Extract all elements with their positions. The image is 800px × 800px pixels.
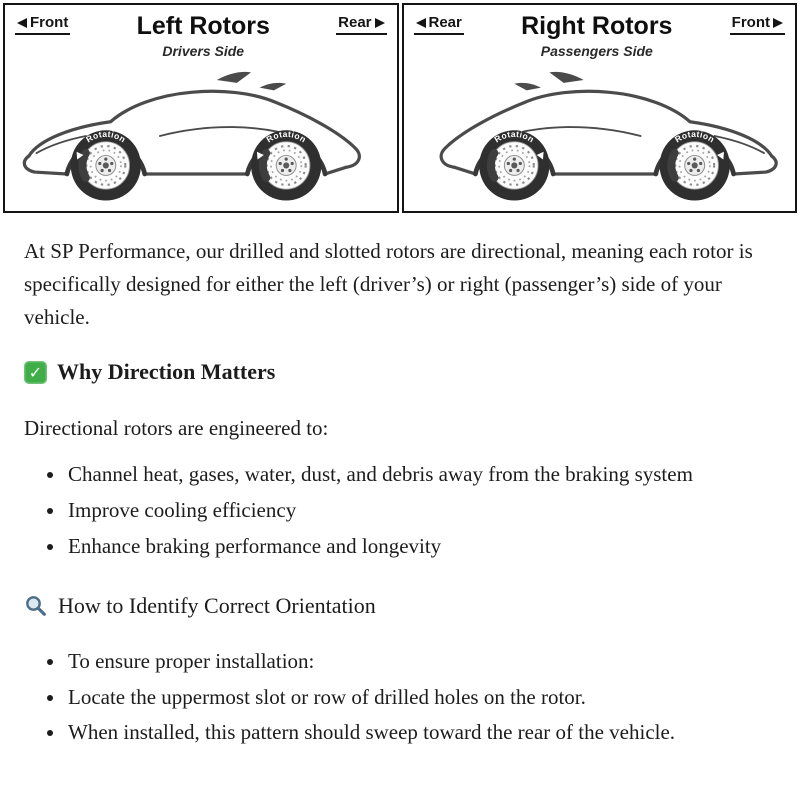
front-label-text: Front [30,14,69,31]
rotation-label: Rotation [264,128,309,145]
article-content [0,213,800,781]
intro-paragraph: At SP Performance, our drilled and slotted rotors are directional, meaning each rotor is specifically designed for either the left (driver’s) or right (passenger’s) side of your vehicle. [24,239,753,329]
heading-text: Why Direction Matters [57,359,276,385]
arrow-right-icon [773,18,783,28]
magnifier-icon [24,594,48,618]
front-rotor-left-panel [71,129,141,201]
check-mark-icon: ✓ [24,361,47,384]
right-rotors-panel [402,3,798,213]
bullet-item: • Improve cooling efficiency [66,494,774,527]
rear-label-text: Rear [428,14,462,31]
bullet-item: • To ensure proper installation: [66,645,774,678]
left-car-illustration [5,61,397,211]
rear-rotor-right-panel [479,129,549,201]
rear-label-text: Rear [338,14,372,31]
arrow-left-icon [17,18,27,28]
rotation-label: Rotation [672,128,717,145]
rotor-direction-diagram [0,0,800,213]
front-direction-label [15,14,70,35]
right-car-illustration [404,61,796,211]
rotation-label: Rotation [492,128,536,145]
bullet-item: • Enhance braking performance and longevity [66,530,774,563]
engineered-to-lead: Directional rotors are engineered to: [24,415,329,440]
arrow-left-icon [416,18,426,28]
front-direction-label [730,14,785,35]
right-panel-title: Right Rotors [521,12,673,40]
direction-benefits-list [24,458,774,562]
left-panel-title-block [70,12,336,59]
orientation-steps-list [24,645,774,749]
left-panel-header [5,5,397,59]
heading-text: How to Identify Correct Orientation [58,592,376,618]
rear-direction-label [414,14,464,35]
rear-rotor-left-panel [251,129,321,201]
bullet-item: • When installed, this pattern should sweep toward the rear of the vehicle. [66,716,774,749]
front-label-text: Front [731,14,770,31]
rear-direction-label [336,14,386,35]
rotation-label: Rotation [84,128,128,145]
left-panel-title: Left Rotors [136,12,270,40]
why-direction-matters-heading [24,355,774,389]
right-panel-title-block [464,12,730,59]
arrow-right-icon [375,18,385,28]
right-panel-header [404,5,796,59]
right-panel-subtitle: Passengers Side [540,43,653,59]
bullet-item: • Locate the uppermost slot or row of drilled holes on the rotor. [66,681,774,714]
how-to-identify-heading [24,589,774,623]
left-rotors-panel [3,3,399,213]
front-rotor-right-panel [659,129,729,201]
left-panel-subtitle: Drivers Side [162,43,245,59]
bullet-item: • Channel heat, gases, water, dust, and debris away from the braking system [66,458,774,491]
